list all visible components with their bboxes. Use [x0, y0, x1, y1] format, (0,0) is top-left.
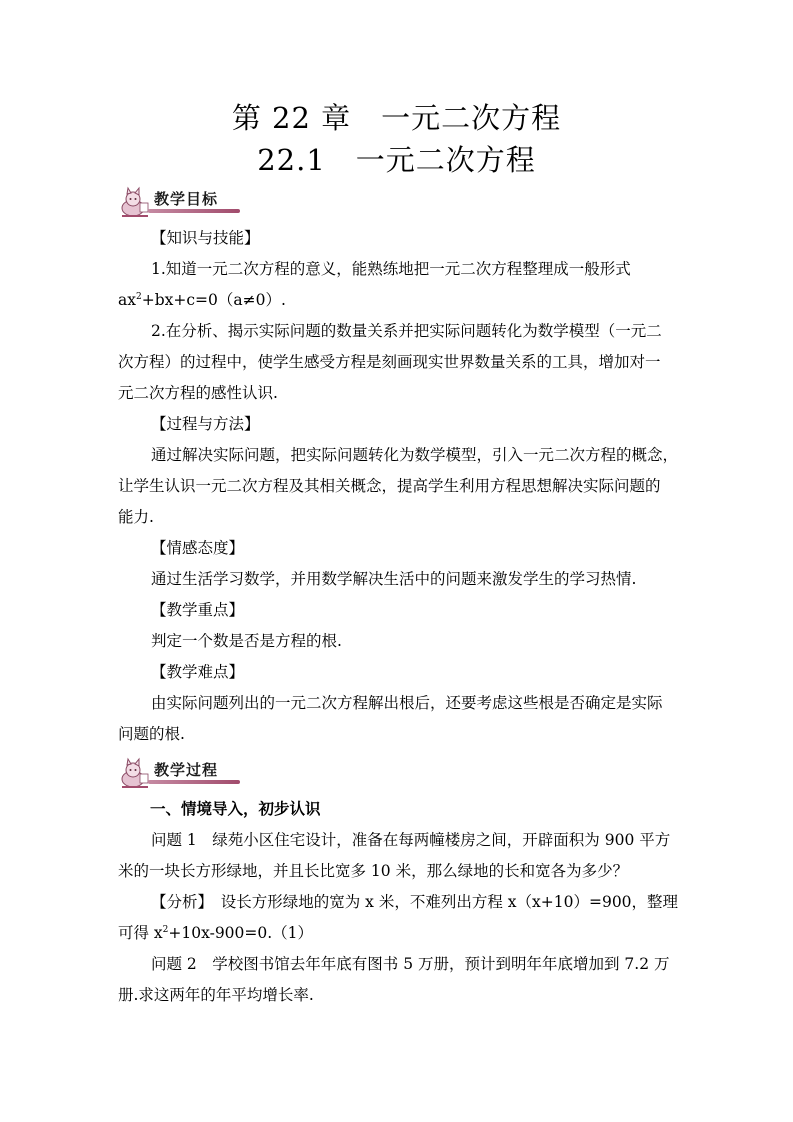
text-line: 由实际问题列出的一元二次方程解出根后，还要考虑这些根是否确定是实际	[151, 694, 663, 712]
formula-line	[118, 290, 678, 310]
section-badge-underline	[148, 209, 240, 213]
text-line: 【分析】 设长方形绿地的宽为 x 米，不难列出方程 x（x+10）=900，整理	[151, 893, 679, 911]
formula-part: +10x-900=0.（1）	[168, 924, 314, 942]
section-badge-process	[118, 757, 242, 789]
formula-part: +bx+c=0（a≠0）.	[141, 291, 286, 309]
text-line: 次方程）的过程中，使学生感受方程是刻画现实世界数量关系的工具，增加对一	[118, 353, 661, 371]
text-line: 问题的根.	[118, 725, 185, 743]
text-line: 让学生认识一元二次方程及其相关概念，提高学生利用方程思想解决实际问题的	[118, 477, 661, 495]
section-badge-goals	[118, 186, 242, 218]
formula-exponent: 2	[162, 924, 169, 935]
heading-intro: 一、情境导入，初步认识	[150, 799, 321, 818]
text-line: 2.在分析、揭示实际问题的数量关系并把实际问题转化为数学模型（一元二	[151, 322, 662, 340]
cat-mascot-icon	[118, 757, 154, 789]
cat-mascot-icon	[118, 186, 154, 218]
text-line: 问题 1 绿苑小区住宅设计，准备在每两幢楼房之间，开辟面积为 900 平方	[151, 831, 671, 849]
text-line: 1.知道一元二次方程的意义，能熟练地把一元二次方程整理成一般形式	[151, 260, 631, 278]
text-line: 通过解决实际问题，把实际问题转化为数学模型，引入一元二次方程的概念，	[151, 446, 679, 464]
formula-part: 可得 x	[118, 924, 163, 942]
heading-knowledge: 【知识与技能】	[151, 229, 260, 247]
heading-method: 【过程与方法】	[151, 415, 260, 433]
heading-emotion: 【情感态度】	[151, 539, 245, 557]
text-line: 米的一块长方形绿地，并且长比宽多 10 米，那么绿地的长和宽各为多少？	[118, 862, 629, 880]
heading-difficulty: 【教学难点】	[151, 663, 245, 681]
section-title: 22.1 一元二次方程	[257, 143, 536, 177]
text-line: 通过生活学习数学，并用数学解决生活中的问题来激发学生的学习热情.	[151, 570, 637, 588]
text-line: 判定一个数是否是方程的根.	[151, 632, 342, 650]
text-line: 册.求这两年的年平均增长率.	[118, 986, 314, 1004]
section-badge-underline	[148, 780, 240, 784]
text-line: 问题 2 学校图书馆去年年底有图书 5 万册，预计到明年年底增加到 7.2 万	[151, 955, 670, 973]
section-badge-label: 教学目标	[154, 190, 219, 208]
formula-exponent: 2	[135, 291, 142, 302]
formula-line	[118, 923, 678, 943]
text-line: 能力.	[118, 508, 154, 526]
text-line: 元二次方程的感性认识.	[118, 384, 278, 402]
heading-key-point: 【教学重点】	[151, 601, 245, 619]
chapter-title: 第 22 章 一元二次方程	[231, 101, 562, 135]
section-badge-label: 教学过程	[154, 761, 219, 779]
formula-part: ax	[118, 291, 136, 309]
